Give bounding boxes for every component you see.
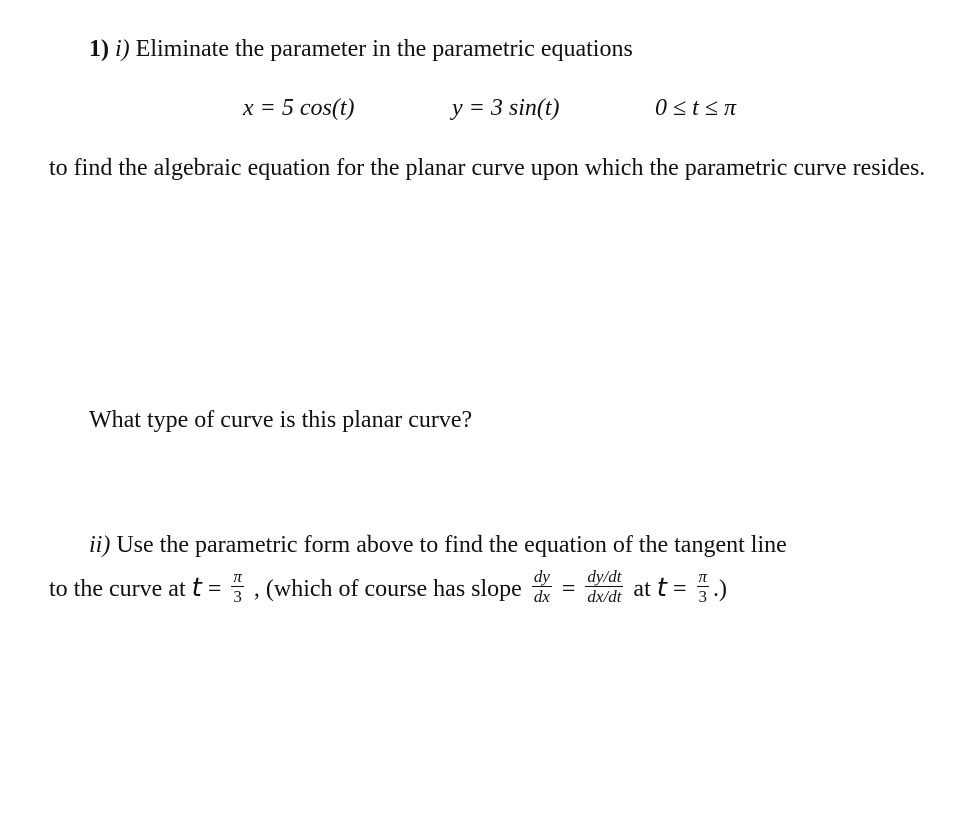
fraction-numerator: dy/dt <box>587 567 622 586</box>
pi-over-3-fraction <box>697 568 710 605</box>
part-ii-line2 <box>49 567 728 609</box>
dy-dx-fraction <box>532 568 552 605</box>
fraction-numerator: dy <box>533 567 550 586</box>
part-i-paragraph: to find the algebraic equation for the planar curve upon which the parametric curve resides. <box>49 155 926 181</box>
pi-over-3-fraction <box>231 568 244 605</box>
t-variable: t <box>191 573 202 604</box>
curve-type-question: What type of curve is this planar curve? <box>89 407 473 433</box>
part-ii-text: Use the parametric form above to find the equation of the tangent line <box>116 532 787 558</box>
part-ii-mid-text: , (which of course has slope <box>253 576 522 603</box>
fraction-numerator: π <box>698 567 708 586</box>
closing-paren: .) <box>713 576 728 603</box>
dydt-dxdt-fraction <box>585 568 623 605</box>
y-equation: y = 3 sin(t) <box>452 95 560 121</box>
t-range: 0 ≤ t ≤ π <box>655 95 737 121</box>
equals-sign: = <box>207 576 222 603</box>
fraction-denominator: 3 <box>698 587 708 606</box>
part-ii-heading <box>89 532 787 559</box>
part-i-label: i) <box>115 36 130 62</box>
fraction-numerator: π <box>233 567 242 586</box>
fraction-denominator: 3 <box>233 587 242 606</box>
at-word: at <box>633 576 651 603</box>
part-ii-label: ii) <box>89 532 111 558</box>
problem-number: 1) <box>89 36 109 62</box>
fraction-denominator: dx <box>533 587 550 606</box>
t-variable: t <box>656 573 667 604</box>
equals-sign: = <box>561 576 576 603</box>
equals-sign: = <box>672 576 687 603</box>
part-i-intro: Eliminate the parameter in the parametric equations <box>135 36 633 62</box>
fraction-denominator: dx/dt <box>587 587 622 606</box>
part-i-heading <box>89 36 633 63</box>
x-equation: x = 5 cos(t) <box>243 95 355 121</box>
part-ii-line2-start: to the curve at <box>49 576 186 603</box>
